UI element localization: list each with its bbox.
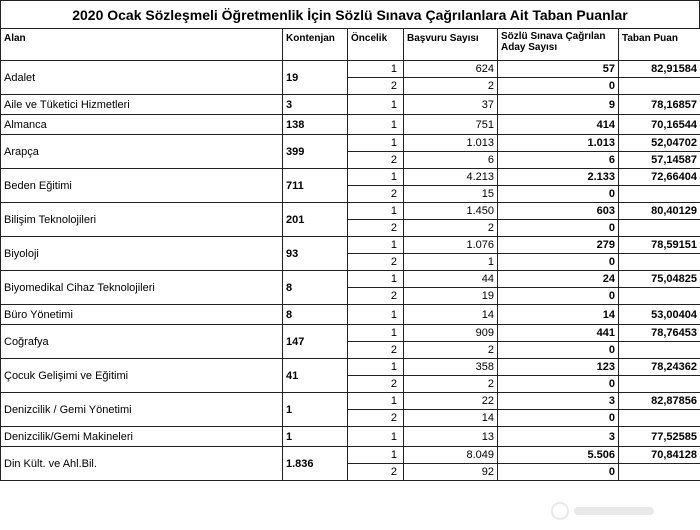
table-row — [1, 135, 700, 152]
cell-basvuru: 751 — [404, 115, 498, 135]
header-taban: Taban Puan — [619, 29, 700, 61]
cell-alan: Denizcilik/Gemi Makineleri — [1, 427, 283, 447]
cell-oncelik: 2 — [348, 410, 404, 427]
cell-oncelik: 1 — [348, 359, 404, 376]
cell-basvuru: 19 — [404, 288, 498, 305]
cell-alan: Bilişim Teknolojileri — [1, 203, 283, 237]
cell-kontenjan: 138 — [283, 115, 348, 135]
cell-taban: 80,40129 — [619, 203, 700, 220]
table-row — [1, 203, 700, 220]
table-row — [1, 325, 700, 342]
cell-basvuru: 92 — [404, 464, 498, 481]
cell-alan: Beden Eğitimi — [1, 169, 283, 203]
cell-alan: Adalet — [1, 61, 283, 95]
cell-oncelik: 1 — [348, 95, 404, 115]
cell-aday: 57 — [498, 61, 619, 78]
cell-aday: 0 — [498, 186, 619, 203]
cell-oncelik: 2 — [348, 152, 404, 169]
cell-basvuru: 15 — [404, 186, 498, 203]
cell-kontenjan: 711 — [283, 169, 348, 203]
cell-alan: Biyoloji — [1, 237, 283, 271]
table-row — [1, 305, 700, 325]
cell-basvuru: 8.049 — [404, 447, 498, 464]
cell-basvuru: 358 — [404, 359, 498, 376]
cell-basvuru: 1.013 — [404, 135, 498, 152]
cell-oncelik: 1 — [348, 393, 404, 410]
cell-oncelik: 2 — [348, 78, 404, 95]
cell-basvuru: 1 — [404, 254, 498, 271]
cell-kontenjan: 8 — [283, 305, 348, 325]
header-aday: Sözlü Sınava Çağrılan Aday Sayısı — [498, 29, 619, 61]
cell-basvuru: 624 — [404, 61, 498, 78]
table-row — [1, 359, 700, 376]
cell-aday: 3 — [498, 393, 619, 410]
cell-aday: 3 — [498, 427, 619, 447]
cell-kontenjan: 8 — [283, 271, 348, 305]
cell-aday: 603 — [498, 203, 619, 220]
cell-aday: 123 — [498, 359, 619, 376]
cell-kontenjan: 1 — [283, 427, 348, 447]
cell-taban: 82,91584 — [619, 61, 700, 78]
cell-taban — [619, 376, 700, 393]
cell-aday: 0 — [498, 410, 619, 427]
cell-basvuru: 1.450 — [404, 203, 498, 220]
cell-aday: 6 — [498, 152, 619, 169]
cell-basvuru: 14 — [404, 305, 498, 325]
cell-oncelik: 1 — [348, 61, 404, 78]
cell-alan: Din Kült. ve Ahl.Bil. — [1, 447, 283, 481]
cell-kontenjan: 1.836 — [283, 447, 348, 481]
cell-aday: 441 — [498, 325, 619, 342]
cell-basvuru: 44 — [404, 271, 498, 288]
table-row — [1, 447, 700, 464]
table-row — [1, 169, 700, 186]
cell-basvuru: 4.213 — [404, 169, 498, 186]
cell-kontenjan: 93 — [283, 237, 348, 271]
cell-taban: 70,16544 — [619, 115, 700, 135]
cell-aday: 0 — [498, 254, 619, 271]
cell-taban: 82,87856 — [619, 393, 700, 410]
cell-alan: Biyomedikal Cihaz Teknolojileri — [1, 271, 283, 305]
cell-aday: 0 — [498, 464, 619, 481]
cell-aday: 1.013 — [498, 135, 619, 152]
cell-kontenjan: 201 — [283, 203, 348, 237]
cell-kontenjan: 19 — [283, 61, 348, 95]
cell-alan: Büro Yönetimi — [1, 305, 283, 325]
cell-aday: 2.133 — [498, 169, 619, 186]
cell-taban — [619, 410, 700, 427]
cell-taban: 78,24362 — [619, 359, 700, 376]
cell-oncelik: 1 — [348, 325, 404, 342]
cell-taban: 78,76453 — [619, 325, 700, 342]
table-row — [1, 61, 700, 78]
cell-oncelik: 1 — [348, 135, 404, 152]
table-body — [1, 61, 700, 481]
cell-alan: Çocuk Gelişimi ve Eğitimi — [1, 359, 283, 393]
cell-oncelik: 2 — [348, 464, 404, 481]
cell-taban: 70,84128 — [619, 447, 700, 464]
cell-taban: 57,14587 — [619, 152, 700, 169]
cell-basvuru: 13 — [404, 427, 498, 447]
cell-taban — [619, 220, 700, 237]
cell-oncelik: 1 — [348, 427, 404, 447]
cell-aday: 0 — [498, 220, 619, 237]
cell-basvuru: 2 — [404, 376, 498, 393]
cell-taban — [619, 464, 700, 481]
table-row — [1, 115, 700, 135]
cell-basvuru: 909 — [404, 325, 498, 342]
table-row — [1, 393, 700, 410]
table-row — [1, 271, 700, 288]
cell-basvuru: 6 — [404, 152, 498, 169]
cell-oncelik: 1 — [348, 237, 404, 254]
cell-taban: 78,59151 — [619, 237, 700, 254]
cell-oncelik: 2 — [348, 186, 404, 203]
cell-oncelik: 2 — [348, 376, 404, 393]
cell-aday: 0 — [498, 288, 619, 305]
cell-taban: 53,00404 — [619, 305, 700, 325]
cell-basvuru: 2 — [404, 220, 498, 237]
header-oncelik: Öncelik — [348, 29, 404, 61]
cell-oncelik: 2 — [348, 254, 404, 271]
table-row — [1, 427, 700, 447]
cell-taban: 72,66404 — [619, 169, 700, 186]
cell-aday: 414 — [498, 115, 619, 135]
header-alan: Alan — [1, 29, 283, 61]
cell-kontenjan: 399 — [283, 135, 348, 169]
cell-basvuru: 14 — [404, 410, 498, 427]
cell-basvuru: 2 — [404, 342, 498, 359]
cell-alan: Denizcilik / Gemi Yönetimi — [1, 393, 283, 427]
cell-taban: 52,04702 — [619, 135, 700, 152]
cell-taban — [619, 254, 700, 271]
table-row — [1, 95, 700, 115]
cell-oncelik: 1 — [348, 203, 404, 220]
cell-alan: Almanca — [1, 115, 283, 135]
cell-oncelik: 1 — [348, 169, 404, 186]
cell-taban — [619, 78, 700, 95]
header-basvuru: Başvuru Sayısı — [404, 29, 498, 61]
cell-alan: Aile ve Tüketici Hizmetleri — [1, 95, 283, 115]
cell-taban — [619, 342, 700, 359]
table-title: 2020 Ocak Sözleşmeli Öğretmenlik İçin Sözlü Sınava Çağrılanlara Ait Taban Puanlar — [0, 0, 700, 28]
cell-kontenjan: 1 — [283, 393, 348, 427]
cell-aday: 0 — [498, 78, 619, 95]
table-row — [1, 237, 700, 254]
cell-taban: 75,04825 — [619, 271, 700, 288]
cell-aday: 9 — [498, 95, 619, 115]
cell-taban — [619, 288, 700, 305]
cell-taban: 78,16857 — [619, 95, 700, 115]
cell-kontenjan: 3 — [283, 95, 348, 115]
cell-oncelik: 2 — [348, 220, 404, 237]
watermark-logo — [550, 500, 660, 522]
cell-oncelik: 2 — [348, 342, 404, 359]
cell-oncelik: 1 — [348, 271, 404, 288]
cell-oncelik: 1 — [348, 305, 404, 325]
header-kontenjan: Kontenjan — [283, 29, 348, 61]
cell-aday: 0 — [498, 342, 619, 359]
cell-basvuru: 22 — [404, 393, 498, 410]
cell-oncelik: 1 — [348, 115, 404, 135]
cell-aday: 24 — [498, 271, 619, 288]
cell-alan: Arapça — [1, 135, 283, 169]
cell-taban: 77,52585 — [619, 427, 700, 447]
header-row — [1, 29, 700, 61]
cell-alan: Coğrafya — [1, 325, 283, 359]
cell-oncelik: 2 — [348, 288, 404, 305]
cell-aday: 14 — [498, 305, 619, 325]
cell-aday: 0 — [498, 376, 619, 393]
cell-kontenjan: 41 — [283, 359, 348, 393]
cell-basvuru: 1.076 — [404, 237, 498, 254]
score-table — [0, 28, 700, 481]
cell-aday: 5.506 — [498, 447, 619, 464]
cell-taban — [619, 186, 700, 203]
cell-aday: 279 — [498, 237, 619, 254]
cell-basvuru: 37 — [404, 95, 498, 115]
cell-kontenjan: 147 — [283, 325, 348, 359]
cell-basvuru: 2 — [404, 78, 498, 95]
cell-oncelik: 1 — [348, 447, 404, 464]
